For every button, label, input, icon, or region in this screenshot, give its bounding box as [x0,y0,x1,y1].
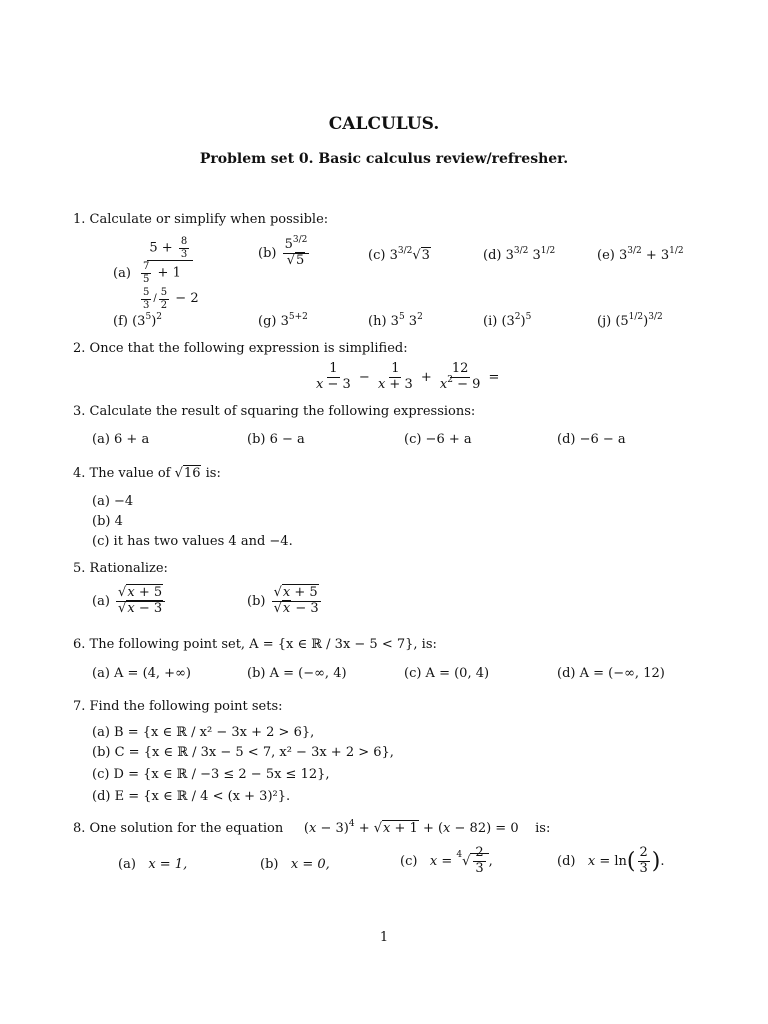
problem-5a: (a) $\frac{√x + 5}{√x - 3}$ [92,586,167,617]
problem-7-prompt: 7. Find the following point sets: [73,699,283,714]
problem-3-prompt: 3. Calculate the result of squaring the following expressions: [73,404,476,419]
problem-7-item-b: (b) C = {x ∈ ℝ / 3x − 5 < 7, x² − 3x + 2 > 6}, [92,745,394,760]
problem-4-option-c: (c) it has two values 4 and −4. [92,534,293,549]
problem-4-option-a: (a) −4 [92,494,134,509]
problem-5b: (b) $\frac{√x + 5}{√x - 3}$ [247,585,319,616]
problem-8-option-d: (d) x = ln( $\frac{2}{3}$ ). [557,845,665,876]
problem-1e: (e) $3^{3/2} + 3^{1/2}$ [597,246,684,263]
problem-2-prompt: 2. Once that the following expression is simplified: [73,341,408,356]
problem-3-option-a: (a) 6 + a [92,432,150,447]
problem-8-option-a: (a) x = 1, [118,857,188,872]
problem-1-prompt: 1. Calculate or simplify when possible: [73,212,329,227]
problem-1b-label: (b) [258,245,277,261]
problem-4-option-b: (b) 4 [92,514,123,529]
problem-1b-expression: $\frac{5^{3/2}}{√5}$ [284,235,308,268]
problem-5a-label: (a) [92,593,110,609]
problem-5b-label: (b) [247,593,266,609]
problem-3-option-c: (c) −6 + a [404,432,472,447]
problem-7-item-d: (d) E = {x ∈ ℝ / 4 < (x + 3)²}. [92,789,291,804]
problem-1c-label: (c) [368,248,386,263]
problem-6-option-d: (d) A = (−∞, 12) [557,666,665,681]
problem-1i-label: (i) [483,314,498,329]
problem-1c: (c) $3^{3/2}√3$ [368,246,430,263]
problem-1e-label: (e) [597,248,615,263]
page-number: 1 [379,930,389,945]
problem-3-option-d: (d) −6 − a [557,432,626,447]
problem-6-option-c: (c) A = (0, 4) [404,666,490,681]
problem-1h-label: (h) [368,314,387,329]
problem-8-option-c: (c) x = $^4$√ $\frac{2}{3}$ , [400,845,493,876]
problem-7-item-a: (a) B = {x ∈ ℝ / x² − 3x + 2 > 6}, [92,725,315,740]
problem-5-prompt: 5. Rationalize: [73,561,168,576]
problem-1g-label: (g) [258,314,277,329]
problem-8-option-b: (b) x = 0, [260,857,330,872]
problem-1f: (f) $(3^5)^2$ [113,312,162,329]
problem-1i: (i) $(3^2)^5$ [483,312,532,329]
problem-2-expression: $\frac{1}{x - 3}$ − $\frac{1}{x + 3}$ + $\frac{12}{x^2 - 9}$ = [316,361,500,392]
problem-8-prompt: 8. One solution for the equation $(x - 3)^4 + √x + 1 + (x - 82) = 0$ is: [73,819,551,836]
problem-6-option-b: (b) A = (−∞, 4) [247,666,347,681]
problem-1d: (d) $3^{3/2}$ $3^{1/2}$ [483,246,556,263]
document-subtitle: Problem set 0. Basic calculus review/refresher. [199,151,569,167]
problem-1d-label: (d) [483,248,502,263]
problem-1b [258,235,311,269]
document-title: CALCULUS. [328,114,440,134]
problem-7-item-c: (c) D = {x ∈ ℝ / −3 ≤ 2 − 5x ≤ 12}, [92,767,330,782]
problem-1j: (j) $(5^{1/2})^{3/2}$ [597,312,663,329]
problem-1h: (h) $3^5$ $3^2$ [368,312,423,329]
problem-1g: (g) $3^{5+2}$ [258,312,308,329]
problem-1a [113,236,206,311]
problem-1f-label: (f) [113,314,128,329]
problem-3-option-b: (b) 6 − a [247,432,305,447]
problem-1a-label: (a) [113,266,131,281]
problem-1j-label: (j) [597,314,612,329]
problem-6-prompt: 6. The following point set, A = {x ∈ ℝ / 3x − 5 < 7}, is: [73,637,437,652]
problem-1a-expression: 5 + $\frac{8}{3}$ $\frac{7}{5}$ + 1 $\frac{5}{3}$ / $\frac{5}{2}$ − 2 [143,236,202,311]
problem-4-prompt: 4. The value of √16 is: [73,466,221,481]
problem-6-option-a: (a) A = (4, +∞) [92,666,191,681]
